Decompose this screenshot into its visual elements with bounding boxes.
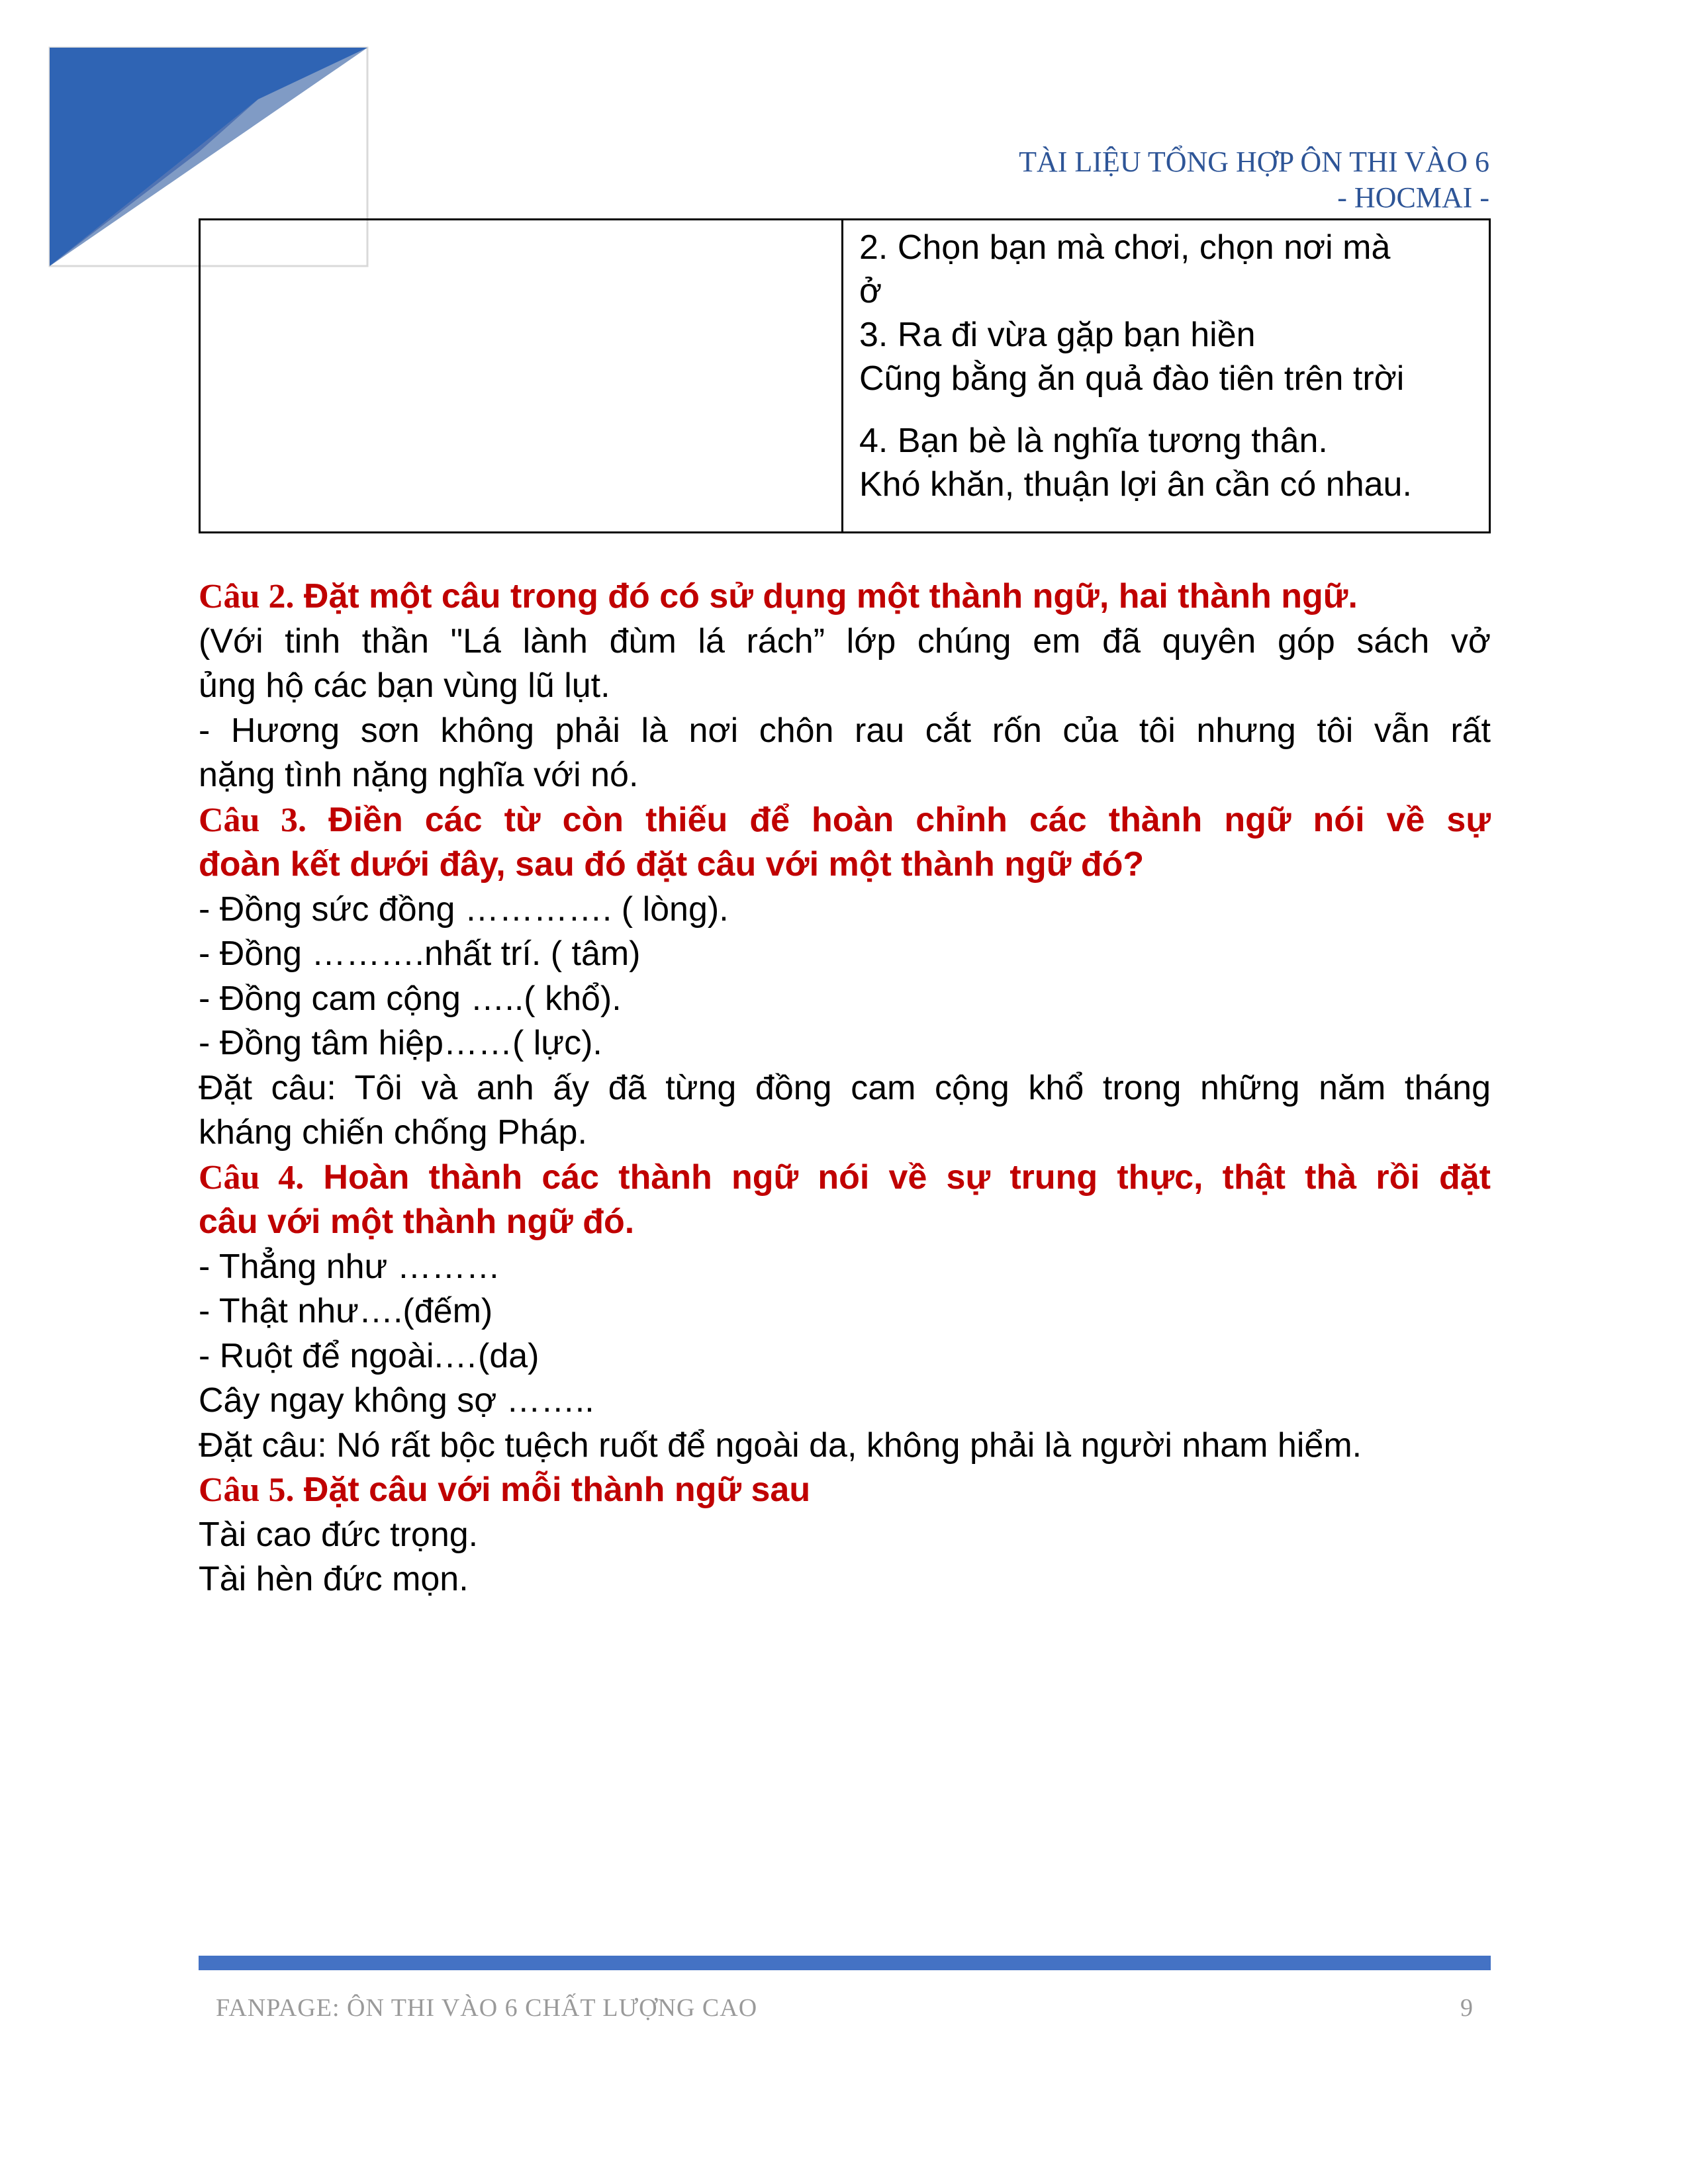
question-heading bbox=[199, 1156, 1491, 1201]
question-text: Hoàn thành các thành ngữ nói về sự trung thực, thật thà rồi đặt bbox=[304, 1158, 1491, 1197]
answer-line: - Hương sơn không phải là nơi chôn rau cắt rốn của tôi nhưng tôi vẫn rất bbox=[199, 711, 1491, 750]
proverb-table bbox=[199, 218, 1491, 533]
answer-line: - Đồng cam cộng …..( khổ). bbox=[199, 979, 622, 1018]
question-label: Câu 2. bbox=[199, 578, 295, 615]
header-title: TÀI LIỆU TỔNG HỢP ÔN THI VÀO 6 bbox=[1019, 146, 1489, 178]
answer-line: kháng chiến chống Pháp. bbox=[199, 1113, 587, 1152]
table-line: Khó khăn, thuận lợi ân cần có nhau. bbox=[859, 465, 1412, 504]
table-blank-line bbox=[859, 400, 1473, 419]
table-line: Cũng bằng ăn quả đào tiên trên trời bbox=[859, 359, 1405, 398]
answer-line: nặng tình nặng nghĩa với nó. bbox=[199, 756, 639, 794]
question-heading bbox=[199, 798, 1491, 843]
question-heading bbox=[199, 1468, 1491, 1513]
answer-line: - Đồng sức đồng …………. ( lòng). bbox=[199, 889, 729, 929]
answer-line: (Với tinh thần "Lá lành đùm lá rách” lớp chúng em đã quyên góp sách vở bbox=[199, 621, 1491, 660]
question-text: Đặt một câu trong đó có sử dụng một thành ngữ, hai thành ngữ. bbox=[294, 577, 1358, 615]
question-text: Điền các từ còn thiếu để hoàn chỉnh các thành ngữ nói về sự bbox=[306, 800, 1491, 839]
table-line: 4. Bạn bè là nghĩa tương thân. bbox=[859, 422, 1328, 460]
document-header bbox=[1019, 144, 1489, 216]
answer-line: - Đồng ……….nhất trí. ( tâm) bbox=[199, 934, 641, 973]
table-cell-proverbs bbox=[843, 220, 1490, 533]
answer-line: Đặt câu: Nó rất bộc tuệch ruốt để ngoài da, không phải là người nham hiểm. bbox=[199, 1426, 1362, 1465]
answer-line: - Thật như….(đếm) bbox=[199, 1292, 493, 1330]
question-heading bbox=[199, 574, 1491, 619]
question-label: Câu 3. bbox=[199, 801, 307, 839]
question-label: Câu 5. bbox=[199, 1471, 295, 1509]
page-number: 9 bbox=[1460, 1994, 1473, 2022]
answer-line: - Ruột để ngoài.…(da) bbox=[199, 1336, 539, 1375]
question-text-cont: đoàn kết dưới đây, sau đó đặt câu với một thành ngữ đó? bbox=[199, 845, 1145, 884]
answer-line: Tài cao đức trọng. bbox=[199, 1515, 479, 1554]
footer-fanpage: FANPAGE: ÔN THI VÀO 6 CHẤT LƯỢNG CAO bbox=[216, 1994, 758, 2022]
question-text-cont: câu với một thành ngữ đó. bbox=[199, 1203, 635, 1241]
question-label: Câu 4. bbox=[199, 1158, 305, 1197]
table-line: 3. Ra đi vừa gặp bạn hiền bbox=[859, 316, 1256, 354]
answer-line: Đặt câu: Tôi và anh ấy đã từng đồng cam cộng khổ trong những năm tháng bbox=[199, 1068, 1491, 1107]
answer-line: - Thẳng như ……… bbox=[199, 1247, 500, 1286]
question-text: Đặt câu với mỗi thành ngữ sau bbox=[294, 1471, 811, 1509]
table-line: ở bbox=[859, 272, 882, 310]
header-subtitle: - HOCMAI - bbox=[1337, 181, 1489, 214]
answer-line: - Đồng tâm hiệp……( lực). bbox=[199, 1024, 602, 1062]
footer-divider bbox=[199, 1956, 1491, 1970]
table-line: 2. Chọn bạn mà chơi, chọn nơi mà bbox=[859, 228, 1391, 267]
answer-line: ủng hộ các bạn vùng lũ lụt. bbox=[199, 666, 610, 705]
answer-line: Cây ngay không sợ …….. bbox=[199, 1381, 594, 1420]
document-body bbox=[199, 574, 1491, 1602]
answer-line: Tài hèn đức mọn. bbox=[199, 1560, 469, 1598]
table-cell-empty bbox=[200, 220, 843, 533]
table-row bbox=[200, 220, 1490, 533]
